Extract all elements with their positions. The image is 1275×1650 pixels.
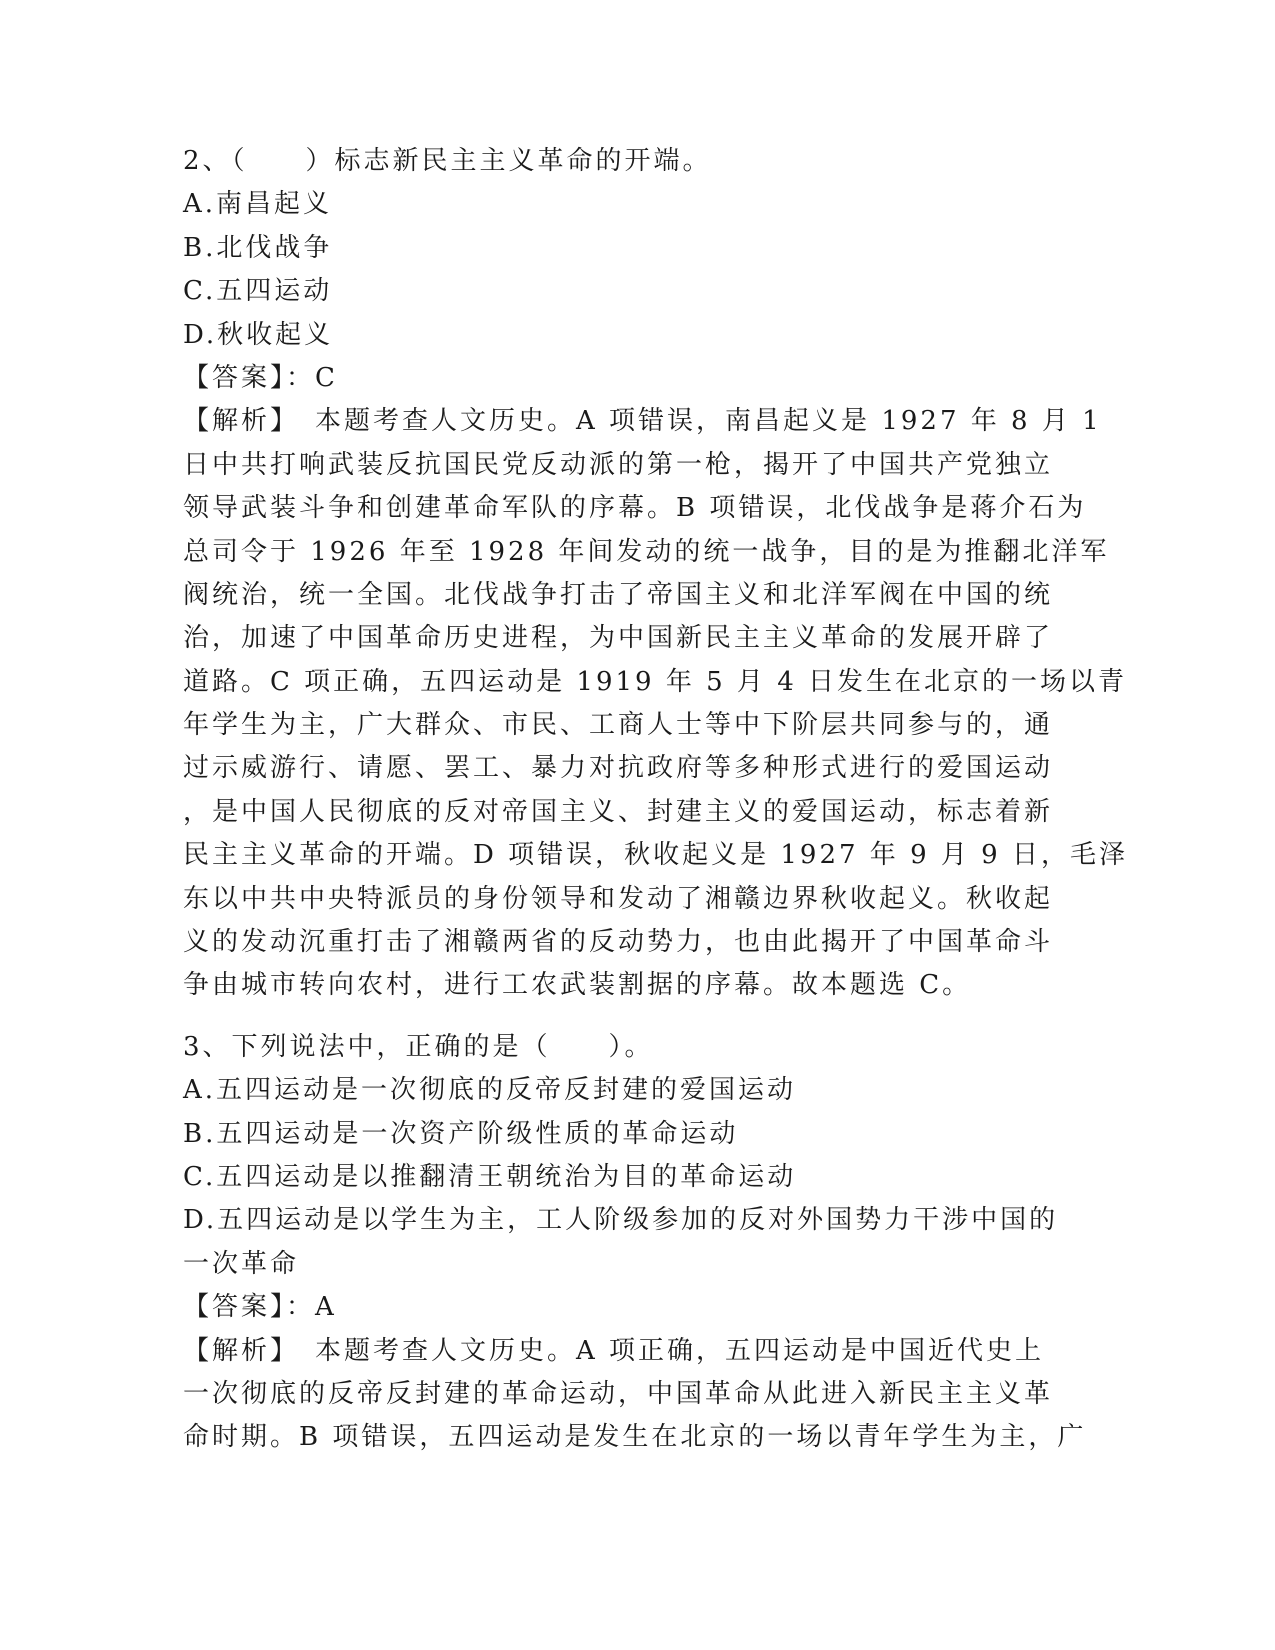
- question-2-analysis-line: 争由城市转向农村，进行工农武装割据的序幕。故本题选 C。: [183, 970, 972, 1001]
- analysis-text: 本题考查人文历史。A 项错误，南昌起义是 1927 年 8 月 1: [286, 406, 1102, 437]
- analysis-tag: 【解析】: [183, 1335, 287, 1366]
- answer-value: ：A: [286, 1292, 337, 1323]
- question-2-analysis-line: 阀统治，统一全国。北伐战争打击了帝国主义和北洋军阀在中国的统: [183, 579, 1054, 610]
- question-2-analysis-line: 东以中共中央特派员的身份领导和发动了湘赣边界秋收起义。秋收起: [183, 883, 1054, 914]
- question-3-analysis-line: 一次彻底的反帝反封建的革命运动，中国革命从此进入新民主主义革: [183, 1378, 1054, 1409]
- question-2-analysis-line: 过示威游行、请愿、罢工、暴力对抗政府等多种形式进行的爱国运动: [183, 753, 1054, 784]
- question-2-analysis-line: ，是中国人民彻底的反对帝国主义、封建主义的爱国运动，标志着新: [183, 796, 1054, 827]
- question-2-analysis-line: 道路。C 项正确，五四运动是 1919 年 5 月 4 日发生在北京的一场以青: [183, 666, 1127, 697]
- question-2-analysis-line: 日中共打响武装反抗国民党反动派的第一枪，揭开了中国共产党独立: [183, 449, 1054, 480]
- answer-value: ：C: [286, 362, 338, 393]
- question-3-option-b: B.五四运动是一次资产阶级性质的革命运动: [183, 1118, 739, 1149]
- question-3-answer: [183, 1286, 1041, 1329]
- analysis-text: 本题考查人文历史。A 项正确，五四运动是中国近代史上: [286, 1335, 1045, 1366]
- question-3-analysis-line: 命时期。B 项错误，五四运动是发生在北京的一场以青年学生为主，广: [183, 1422, 1087, 1453]
- question-3-option-d-continued: 一次革命: [183, 1248, 300, 1279]
- question-2-analysis-line: 治，加速了中国革命历史进程，为中国新民主主义革命的发展开辟了: [183, 623, 1054, 654]
- question-2-analysis-line: 领导武装斗争和创建革命军队的序幕。B 项错误，北伐战争是蒋介石为: [183, 493, 1087, 524]
- answer-tag: 【答案】: [183, 362, 287, 393]
- question-spacer: [183, 1008, 1041, 1026]
- question-2-analysis-line: 义的发动沉重打击了湘赣两省的反动势力，也由此揭开了中国革命斗: [183, 927, 1054, 958]
- question-3-option-c: C.五四运动是以推翻清王朝统治为目的革命运动: [183, 1161, 797, 1192]
- question-2-stem: 2、（ ）标志新民主主义革命的开端。: [183, 146, 712, 176]
- question-3-stem: 3、下列说法中，正确的是（ ）。: [183, 1031, 654, 1062]
- question-2-option-b: B.北伐战争: [183, 232, 333, 263]
- document-page: [183, 140, 1128, 1460]
- question-3-option-a: A.五四运动是一次彻底的反帝反封建的爱国运动: [183, 1075, 797, 1106]
- answer-tag: 【答案】: [183, 1292, 287, 1323]
- question-2-option-d: D.秋收起义: [183, 319, 334, 350]
- question-2-option-a: A.南昌起义: [183, 189, 333, 220]
- question-2-analysis-line: 年学生为主，广大群众、市民、工商人士等中下阶层共同参与的，通: [183, 710, 1054, 741]
- question-2-option-c: C.五四运动: [183, 276, 333, 307]
- question-2-answer: [183, 357, 1041, 400]
- question-2-analysis-line: 民主主义革命的开端。D 项错误，秋收起义是 1927 年 9 月 9 日，毛泽: [183, 840, 1128, 871]
- question-2-analysis-line: 总司令于 1926 年至 1928 年间发动的统一战争，目的是为推翻北洋军: [183, 536, 1110, 567]
- question-3-option-d: D.五四运动是以学生为主，工人阶级参加的反对外国势力干涉中国的: [183, 1205, 1059, 1236]
- question-3-analysis-line: [183, 1330, 1045, 1373]
- analysis-tag: 【解析】: [183, 406, 287, 437]
- question-2-analysis-line: [183, 400, 1102, 443]
